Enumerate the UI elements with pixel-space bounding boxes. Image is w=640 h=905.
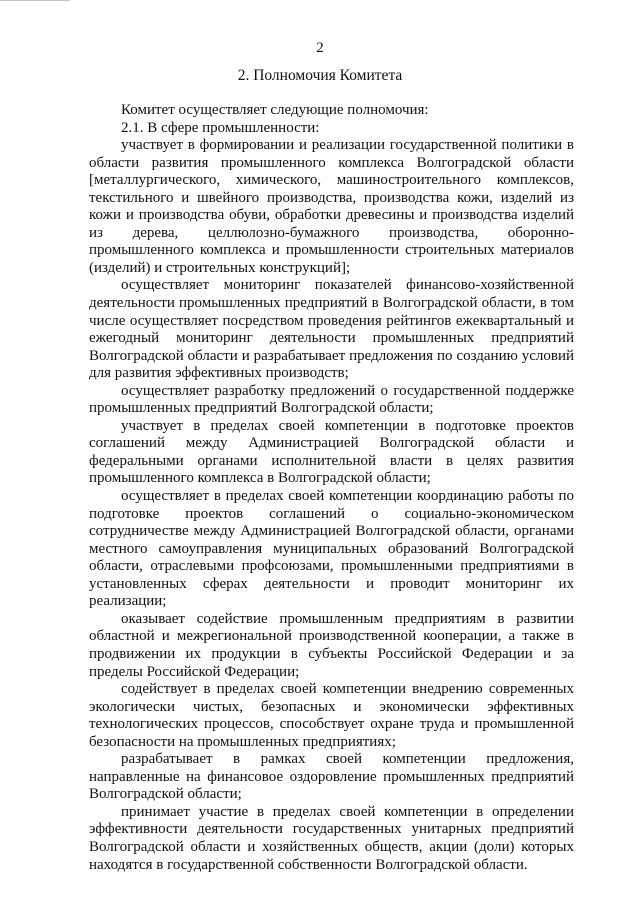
paragraph: осуществляет в пределах своей компетенции координацию работы по подготовке проектов соглашений о социально-экономическом сотрудничестве между Администрацией Волгоградской области, органами местного самоуправления муниципальных образований Волгоградской области, отраслевыми профсоюзами, промышленными предприятиями в установленных сферах деятельности и проводит мониторинг их реализации; — [89, 488, 574, 610]
scan-edge-mark — [0, 0, 70, 4]
paragraph: осуществляет мониторинг показателей финансово-хозяйственной деятельности промышленных предприятий в Волгоградской области, в том числе осуществляет посредством проведения рейтингов ежеквартальный и ежегодный мониторинг деятельности промышленных предприятий Волгоградской области и разрабатывает предложения по созданию условий для развития эффективных производств; — [89, 277, 574, 382]
document-body — [89, 102, 574, 874]
intro-line: Комитет осуществляет следующие полномочия: — [121, 102, 429, 118]
paragraph: участвует в формировании и реализации государственной политики в области развития промышленного комплекса Волгоградской области [металлургического, химического, машиностроительного комплексов, текстильного и швейного производства, производства кожи, изделий из кожи и производства обуви, обработки древесины и производства изделий из дерева, целлюлозно-бумажного производства, оборонно-промышленного комплекса и промышленности строительных материалов (изделий) и строительных конструкций]; — [89, 137, 574, 276]
paragraph: принимает участие в пределах своей компетенции в определении эффективности деятельности государственных унитарных предприятий Волгоградской области и хозяйственных обществ, акции (доли) которых находятся в государственной собственности Волгоградской области. — [89, 803, 574, 873]
paragraph: содействует в пределах своей компетенции внедрению современных экологически чистых, безопасных и экономически эффективных технологических процессов, способствует охране труда и промышленной безопасности на промышленных предприятиях; — [89, 681, 574, 750]
paragraph: оказывает содействие промышленным предприятиям в развитии областной и межрегиональной производственной кооперации, а также в продвижении их продукции в субъекты Российской Федерации и за пределы Российской Федерации; — [89, 610, 574, 680]
subsection-title: 2.1. В сфере промышленности: — [121, 119, 320, 136]
paragraph: разрабатывает в рамках своей компетенции предложения, направленные на финансовое оздоровление промышленных предприятий Волгоградской области; — [89, 751, 574, 803]
section-title: 2. Полномочия Комитета — [237, 67, 403, 84]
page-number: 2 — [316, 40, 324, 56]
paragraph: участвует в пределах своей компетенции в подготовке проектов соглашений между Администрацией Волгоградской области и федеральными органами исполнительной власти в целях развития промышленного комплекса в Волгоградской области; — [89, 417, 574, 487]
paragraph: осуществляет разработку предложений о государственной поддержке промышленных предприятий Волгоградской области; — [89, 382, 574, 417]
